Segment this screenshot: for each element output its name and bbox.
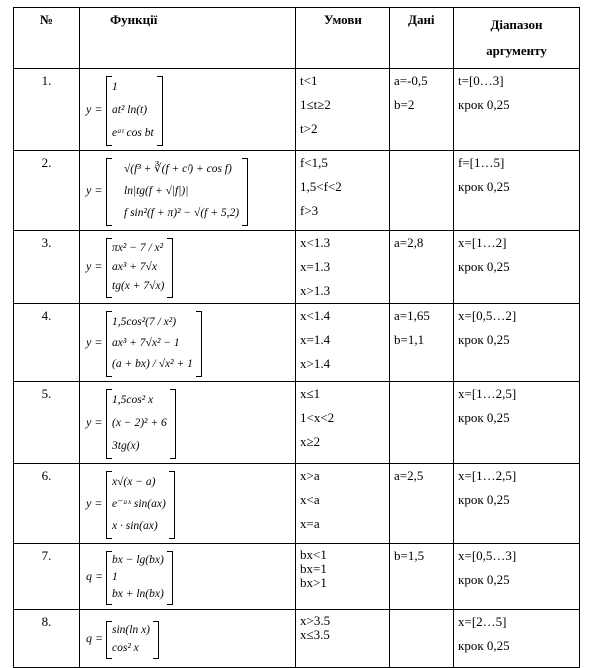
header-range-line2: аргументу: [486, 43, 547, 58]
header-data: Дані: [390, 8, 454, 69]
function-cell: [80, 464, 296, 544]
function-cell: [80, 304, 296, 382]
row-number: 3.: [14, 231, 80, 304]
range-step: крок 0,25: [458, 492, 510, 507]
function-line: 3tg(x): [112, 439, 140, 452]
row-number: 7.: [14, 544, 80, 610]
right-bracket: [242, 158, 248, 226]
function-line: ln|tg(f + √|f|)|: [124, 185, 189, 197]
function-line: ax³ + 7√x² − 1: [112, 337, 180, 349]
right-bracket: [169, 471, 175, 539]
table-row: [14, 69, 580, 151]
condition-item: x≤3.5: [300, 627, 330, 642]
range-cell: [454, 151, 580, 231]
function-line: tg(x + 7√x): [112, 280, 165, 293]
function-line: x · sin(ax): [112, 520, 158, 532]
condition-item: x≤1: [300, 386, 321, 401]
function-line: πx² − 7 / x²: [112, 241, 164, 254]
condition-item: bx=1: [300, 561, 327, 576]
condition-item: f>3: [300, 203, 319, 218]
function-cell: [80, 151, 296, 231]
function-line: (a + bx) / √x² + 1: [112, 358, 193, 371]
conditions-cell: [296, 231, 390, 304]
condition-item: x=1.3: [300, 259, 331, 274]
range-step: крок 0,25: [458, 572, 510, 587]
conditions-cell: [296, 304, 390, 382]
header-range-line1: Діапазон: [490, 17, 543, 32]
data-item: a=2,8: [394, 235, 424, 250]
header-function: Функції: [80, 8, 296, 69]
data-cell: [390, 544, 454, 610]
function-line: √(f³ + ∛(f + cᶠ) + cos f): [124, 163, 232, 175]
range-interval: x=[2…5]: [458, 614, 507, 629]
data-item: b=1,5: [394, 548, 425, 563]
condition-item: x>1.4: [300, 356, 331, 371]
condition-item: x<1.4: [300, 308, 331, 323]
right-bracket: [153, 621, 159, 659]
data-cell: [390, 69, 454, 151]
function-line: cos² x: [112, 642, 139, 654]
condition-item: x>1.3: [300, 283, 331, 298]
range-step: крок 0,25: [458, 259, 510, 274]
left-bracket: [106, 158, 112, 226]
range-cell: [454, 304, 580, 382]
range-interval: t=[0…3]: [458, 73, 504, 88]
range-cell: [454, 69, 580, 151]
function-line: (x − 2)² + 6: [112, 417, 167, 429]
function-cell: [80, 544, 296, 610]
row-number: 4.: [14, 304, 80, 382]
function-line: eᵃᵗ cos bt: [112, 126, 154, 139]
function-lhs: y =: [86, 183, 103, 197]
conditions-cell: [296, 151, 390, 231]
function-line: sin(ln x): [112, 624, 151, 636]
data-item: a=-0,5: [394, 73, 428, 88]
function-line: at² ln(t): [112, 104, 148, 116]
range-cell: [454, 464, 580, 544]
table-row: [14, 304, 580, 382]
function-cell: [80, 610, 296, 668]
range-interval: x=[0,5…3]: [458, 548, 517, 563]
data-item: a=2,5: [394, 468, 424, 483]
data-cell: [390, 382, 454, 464]
range-interval: x=[1…2]: [458, 235, 507, 250]
function-line: bx + ln(bx): [112, 588, 164, 601]
function-line: 1: [112, 81, 118, 94]
condition-item: 1<x<2: [300, 410, 335, 425]
table-row: [14, 464, 580, 544]
data-cell: [390, 610, 454, 668]
row-number: 2.: [14, 151, 80, 231]
range-interval: x=[1…2,5]: [458, 468, 517, 483]
range-interval: x=[1…2,5]: [458, 386, 517, 401]
header-range: [454, 8, 580, 69]
conditions-cell: [296, 69, 390, 151]
function-cell: [80, 69, 296, 151]
range-cell: [454, 544, 580, 610]
range-step: крок 0,25: [458, 638, 510, 653]
function-lhs: y =: [86, 259, 103, 273]
function-line: bx − lg(bx): [112, 553, 164, 566]
range-step: крок 0,25: [458, 410, 510, 425]
header-conditions: Умови: [296, 8, 390, 69]
row-number: 6.: [14, 464, 80, 544]
function-line: ax³ + 7√x: [112, 261, 157, 273]
function-line: f sin²(f + π)² − √(f + 5,2): [124, 207, 240, 219]
condition-item: 1,5<f<2: [300, 179, 342, 194]
range-cell: [454, 610, 580, 668]
conditions-cell: [296, 464, 390, 544]
condition-item: 1≤t≥2: [300, 97, 331, 112]
data-cell: [390, 151, 454, 231]
function-line: 1,5cos²(7 / x²): [112, 315, 177, 328]
row-number: 1.: [14, 69, 80, 151]
condition-item: f<1,5: [300, 155, 328, 170]
range-cell: [454, 382, 580, 464]
data-cell: [390, 464, 454, 544]
function-lhs: y =: [86, 335, 103, 349]
condition-item: x<a: [300, 492, 320, 507]
condition-item: t>2: [300, 121, 318, 136]
functions-table: [13, 7, 580, 668]
range-step: крок 0,25: [458, 332, 510, 347]
condition-item: x<1.3: [300, 235, 331, 250]
data-cell: [390, 231, 454, 304]
right-bracket: [170, 389, 176, 459]
data-cell: [390, 304, 454, 382]
function-line: 1: [112, 571, 118, 583]
condition-item: x≥2: [300, 434, 321, 449]
condition-item: x>3.5: [300, 613, 331, 628]
range-cell: [454, 231, 580, 304]
range-interval: f=[1…5]: [458, 155, 505, 170]
conditions-cell: [296, 544, 390, 610]
right-bracket: [196, 311, 202, 377]
right-bracket: [167, 551, 173, 605]
table-row: [14, 382, 580, 464]
function-lhs: y =: [86, 415, 103, 429]
row-number: 5.: [14, 382, 80, 464]
function-lhs: q =: [86, 569, 104, 583]
table-header-row: [14, 8, 580, 69]
table-row: [14, 544, 580, 610]
function-line: x√(x − a): [112, 476, 156, 488]
function-line: 1,5cos² x: [112, 394, 154, 407]
condition-item: x>a: [300, 468, 320, 483]
function-lhs: y =: [86, 496, 103, 510]
condition-item: bx>1: [300, 575, 327, 590]
range-step: крок 0,25: [458, 97, 510, 112]
range-interval: x=[0,5…2]: [458, 308, 517, 323]
header-number: №: [14, 8, 80, 69]
condition-item: x=a: [300, 516, 320, 531]
data-item: a=1,65: [394, 308, 430, 323]
condition-item: x=1.4: [300, 332, 331, 347]
data-item: b=2: [394, 97, 415, 112]
function-line: e⁻ᵃˣ sin(ax): [112, 498, 166, 510]
data-item: b=1,1: [394, 332, 425, 347]
function-lhs: q =: [86, 631, 104, 645]
right-bracket: [167, 238, 173, 298]
table-row: [14, 610, 580, 668]
row-number: 8.: [14, 610, 80, 668]
range-step: крок 0,25: [458, 179, 510, 194]
conditions-cell: [296, 610, 390, 668]
condition-item: t<1: [300, 73, 318, 88]
function-cell: [80, 231, 296, 304]
right-bracket: [157, 76, 163, 146]
condition-item: bx<1: [300, 547, 327, 562]
function-lhs: y =: [86, 102, 103, 116]
conditions-cell: [296, 382, 390, 464]
table-row: [14, 151, 580, 231]
function-cell: [80, 382, 296, 464]
table-row: [14, 231, 580, 304]
